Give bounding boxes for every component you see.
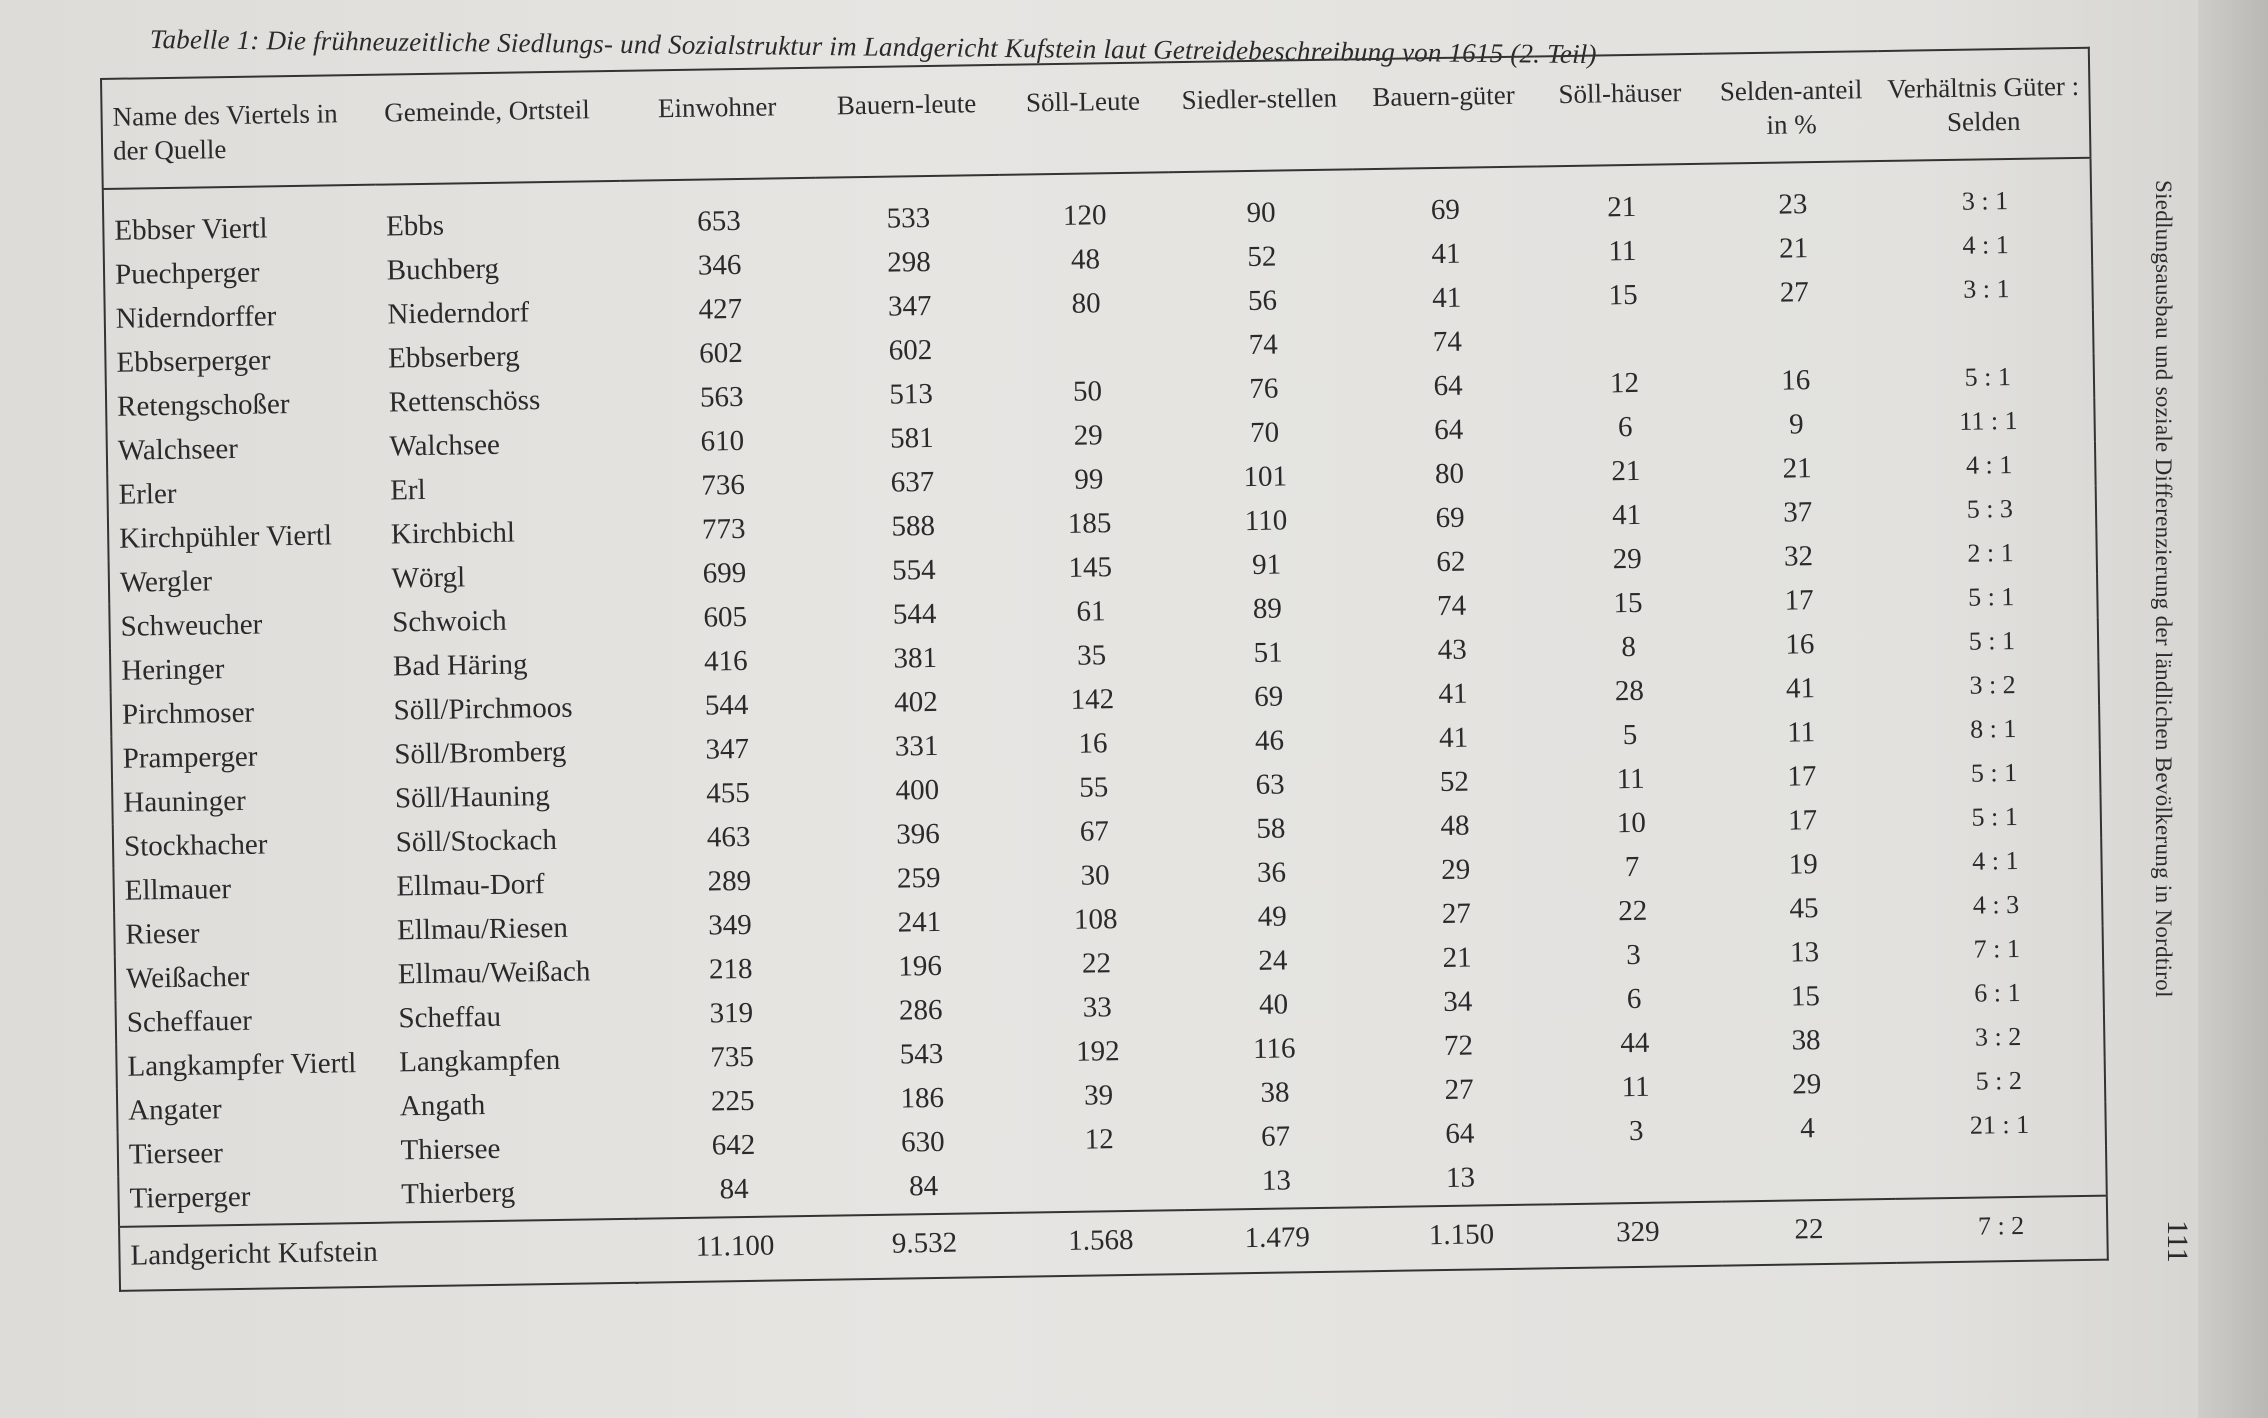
cell-bauerngueter: 69 xyxy=(1430,193,1461,227)
cell-soell-leute: 192 xyxy=(1075,1035,1120,1068)
cell-seldenanteil: 45 xyxy=(1789,892,1819,925)
cell-einwohner: 602 xyxy=(699,336,744,370)
cell-verhaeltnis: 3 : 2 xyxy=(1974,1021,2022,1052)
cell-seldenanteil: 27 xyxy=(1779,276,1810,309)
cell-soell-leute: 67 xyxy=(1079,815,1110,848)
cell-soell-leute: 33 xyxy=(1082,991,1112,1024)
cell-verhaeltnis: 6 : 1 xyxy=(1974,977,2021,1008)
total-bauernleute: 9.532 xyxy=(832,1213,1017,1280)
cell-gemeinde: Walchsee xyxy=(389,428,501,463)
cell-einwohner: 699 xyxy=(702,556,747,590)
cell-bauernleute: 286 xyxy=(898,993,943,1027)
cell-seldenanteil: 37 xyxy=(1783,496,1813,529)
cell-viertel: Niderndorffer xyxy=(115,300,277,335)
header-verhaeltnis: Verhältnis Güter : Selden xyxy=(1877,48,2090,161)
cell-bauernleute: 259 xyxy=(896,861,941,895)
cell-siedlerstellen: 67 xyxy=(1260,1120,1291,1153)
cell-seldenanteil: 4 xyxy=(1799,1112,1815,1145)
cell-soell-leute: 39 xyxy=(1083,1079,1114,1112)
cell-einwohner: 544 xyxy=(704,688,749,722)
table-body xyxy=(103,158,2107,1227)
cell-soell-leute: 142 xyxy=(1070,683,1115,716)
cell-viertel: Walchseer xyxy=(117,432,239,467)
cell-seldenanteil: 13 xyxy=(1789,936,1820,969)
cell-siedlerstellen: 24 xyxy=(1258,944,1288,977)
cell-einwohner: 319 xyxy=(709,996,754,1030)
cell-siedlerstellen: 56 xyxy=(1247,284,1278,317)
cell-bauerngueter: 74 xyxy=(1432,325,1463,359)
cell-soellhaeuser: 44 xyxy=(1620,1026,1650,1060)
cell-bauerngueter: 64 xyxy=(1433,369,1463,403)
cell-einwohner: 347 xyxy=(705,732,750,766)
cell-soellhaeuser: 15 xyxy=(1613,586,1643,620)
cell-viertel: Weißacher xyxy=(125,960,250,995)
cell-einwohner: 218 xyxy=(708,952,753,986)
cell-siedlerstellen: 52 xyxy=(1247,240,1277,273)
cell-seldenanteil: 29 xyxy=(1791,1068,1822,1101)
cell-viertel: Pramperger xyxy=(122,740,258,775)
cell-gemeinde: Ellmau-Dorf xyxy=(396,868,545,903)
cell-viertel: Tierperger xyxy=(129,1180,251,1215)
cell-bauerngueter: 41 xyxy=(1431,237,1461,271)
cell-bauerngueter: 69 xyxy=(1435,501,1465,535)
cell-soellhaeuser: 11 xyxy=(1608,234,1637,268)
cell-bauerngueter: 72 xyxy=(1443,1029,1474,1063)
cell-soellhaeuser xyxy=(1552,1152,1721,1205)
cell-bauernleute: 400 xyxy=(895,773,940,807)
cell-viertel: Stockhacher xyxy=(123,828,268,863)
cell-siedlerstellen: 101 xyxy=(1243,460,1288,494)
total-einwohner: 11.100 xyxy=(637,1216,833,1283)
cell-bauernleute: 186 xyxy=(900,1081,945,1115)
cell-soellhaeuser: 10 xyxy=(1616,806,1647,840)
cell-seldenanteil: 23 xyxy=(1778,188,1808,221)
cell-bauerngueter: 13 xyxy=(1445,1161,1476,1194)
cell-bauernleute: 544 xyxy=(892,597,937,631)
cell-soell-leute: 50 xyxy=(1072,375,1103,408)
cell-soellhaeuser: 41 xyxy=(1611,498,1642,532)
header-soell-leute: Söll-Leute xyxy=(998,62,1168,175)
cell-viertel: Puechperger xyxy=(114,256,260,291)
total-verhaeltnis: 7 : 2 xyxy=(1895,1196,2107,1263)
header-einwohner: Einwohner xyxy=(619,68,815,181)
cell-bauerngueter: 41 xyxy=(1438,677,1468,711)
cell-einwohner: 736 xyxy=(701,468,746,502)
cell-soellhaeuser: 3 xyxy=(1625,938,1641,972)
cell-verhaeltnis: 3 : 2 xyxy=(1969,669,2016,700)
page-number: 111 xyxy=(2161,1220,2194,1263)
cell-siedlerstellen: 116 xyxy=(1252,1032,1296,1066)
cell-bauerngueter: 27 xyxy=(1444,1073,1474,1107)
cell-soell-leute: 145 xyxy=(1068,551,1113,584)
cell-einwohner: 427 xyxy=(698,292,743,326)
cell-seldenanteil: 41 xyxy=(1785,672,1816,705)
cell-siedlerstellen: 36 xyxy=(1256,856,1287,889)
header-gemeinde: Gemeinde, Ortsteil xyxy=(374,71,621,185)
cell-soell-leute: 22 xyxy=(1081,947,1112,980)
cell-einwohner: 349 xyxy=(708,908,753,942)
cell-verhaeltnis: 4 : 1 xyxy=(1971,845,2019,876)
cell-bauernleute: 554 xyxy=(891,553,936,587)
cell-verhaeltnis: 4 : 1 xyxy=(1962,230,2010,260)
cell-soellhaeuser: 15 xyxy=(1608,278,1638,312)
cell-soellhaeuser: 8 xyxy=(1621,630,1637,664)
cell-soell-leute: 108 xyxy=(1073,903,1118,936)
cell-einwohner: 84 xyxy=(719,1172,749,1206)
cell-bauerngueter: 80 xyxy=(1434,457,1465,491)
cell-soell-leute: 12 xyxy=(1084,1123,1114,1156)
cell-gemeinde: Söll/Pirchmoos xyxy=(393,691,573,727)
header-seldenanteil: Selden-anteil in % xyxy=(1704,51,1880,164)
cell-seldenanteil: 17 xyxy=(1787,804,1818,837)
cell-seldenanteil: 21 xyxy=(1778,232,1809,265)
cell-siedlerstellen: 70 xyxy=(1249,416,1280,449)
cell-viertel: Kirchpühler Viertl xyxy=(118,519,333,555)
cell-viertel: Retengschoßer xyxy=(116,388,290,423)
cell-viertel: Tierseer xyxy=(128,1137,224,1171)
cell-siedlerstellen: 76 xyxy=(1249,372,1279,405)
cell-viertel: Ebbserperger xyxy=(116,344,271,379)
cell-viertel: Wergler xyxy=(119,565,213,599)
cell-soellhaeuser: 6 xyxy=(1617,410,1633,444)
cell-gemeinde: Rettenschöss xyxy=(388,384,541,419)
cell-seldenanteil: 9 xyxy=(1788,408,1804,441)
cell-verhaeltnis: 8 : 1 xyxy=(1969,713,2017,744)
cell-bauernleute: 581 xyxy=(889,421,934,455)
cell-einwohner: 455 xyxy=(705,776,750,810)
cell-soellhaeuser: 29 xyxy=(1612,542,1642,576)
cell-einwohner: 416 xyxy=(703,644,748,678)
cell-verhaeltnis: 3 : 1 xyxy=(1961,186,2009,216)
cell-einwohner: 610 xyxy=(700,424,745,458)
header-bauerngueter: Bauern-güter xyxy=(1351,56,1537,169)
table-caption: Tabelle 1: Die frühneuzeitliche Siedlungs- und Sozialstruktur im Landgericht Kufstein laut Getreidebeschreibung von 1615 (2. Teil) xyxy=(149,24,1597,70)
cell-einwohner: 735 xyxy=(710,1040,755,1074)
cell-gemeinde: Ebbserberg xyxy=(387,340,520,375)
header-siedlerstellen: Siedler-stellen xyxy=(1167,59,1353,172)
cell-bauernleute: 513 xyxy=(889,377,934,411)
cell-bauerngueter: 64 xyxy=(1445,1117,1475,1150)
cell-bauernleute: 381 xyxy=(893,641,938,675)
cell-gemeinde: Thierberg xyxy=(401,1176,516,1211)
cell-bauernleute: 630 xyxy=(900,1125,945,1159)
cell-siedlerstellen: 40 xyxy=(1258,988,1289,1021)
cell-gemeinde: Scheffau xyxy=(398,1000,502,1035)
cell-soell-leute xyxy=(1002,324,1171,371)
cell-verhaeltnis xyxy=(1882,310,2094,357)
cell-soellhaeuser: 21 xyxy=(1606,190,1637,224)
cell-soellhaeuser: 12 xyxy=(1609,366,1640,400)
cell-viertel: Schweucher xyxy=(120,608,263,643)
cell-viertel: Hauninger xyxy=(123,784,247,819)
cell-gemeinde: Ellmau/Weißach xyxy=(397,955,591,991)
cell-viertel: Angater xyxy=(127,1093,222,1127)
cell-soellhaeuser: 7 xyxy=(1624,850,1640,884)
cell-gemeinde: Langkampfen xyxy=(398,1043,561,1079)
cell-bauernleute: 298 xyxy=(887,245,932,279)
cell-bauernleute: 396 xyxy=(896,817,941,851)
cell-soell-leute: 48 xyxy=(1070,243,1101,276)
cell-siedlerstellen: 90 xyxy=(1246,196,1276,230)
cell-gemeinde: Angath xyxy=(399,1089,486,1123)
cell-bauernleute: 331 xyxy=(894,729,939,763)
cell-bauernleute: 402 xyxy=(893,685,938,719)
cell-einwohner: 563 xyxy=(699,380,744,414)
cell-gemeinde: Buchberg xyxy=(386,252,500,287)
cell-siedlerstellen: 46 xyxy=(1254,724,1285,757)
cell-verhaeltnis: 4 : 1 xyxy=(1965,450,2013,480)
cell-verhaeltnis: 21 : 1 xyxy=(1969,1109,2030,1140)
cell-verhaeltnis: 5 : 1 xyxy=(1964,362,2012,392)
cell-verhaeltnis: 2 : 1 xyxy=(1967,538,2014,568)
header-bauernleute: Bauern-leute xyxy=(814,65,1000,178)
cell-siedlerstellen: 89 xyxy=(1252,592,1283,625)
cell-einwohner: 289 xyxy=(707,864,752,898)
cell-siedlerstellen: 51 xyxy=(1253,636,1283,669)
total-label: Landgericht Kufstein xyxy=(119,1223,393,1291)
cell-siedlerstellen: 69 xyxy=(1253,680,1284,713)
cell-seldenanteil xyxy=(1721,1149,1896,1202)
cell-gemeinde: Erl xyxy=(389,473,426,507)
cell-gemeinde: Wörgl xyxy=(391,561,466,595)
cell-bauernleute: 588 xyxy=(891,509,936,543)
cell-seldenanteil: 17 xyxy=(1784,584,1814,617)
cell-soell-leute: 16 xyxy=(1078,727,1108,760)
cell-viertel: Heringer xyxy=(121,653,225,687)
cell-seldenanteil: 38 xyxy=(1791,1024,1821,1057)
cell-soell-leute: 61 xyxy=(1076,595,1106,628)
cell-seldenanteil: 32 xyxy=(1783,540,1814,573)
cell-gemeinde: Söll/Hauning xyxy=(394,780,550,815)
cell-siedlerstellen: 49 xyxy=(1257,900,1287,933)
cell-seldenanteil: 19 xyxy=(1788,848,1819,881)
cell-soell-leute: 80 xyxy=(1071,287,1101,320)
cell-viertel: Ebbser Viertl xyxy=(114,212,268,247)
cell-gemeinde: Ellmau/Riesen xyxy=(396,911,569,947)
cell-soell-leute: 35 xyxy=(1076,639,1107,672)
table-wrapper xyxy=(100,47,2109,1292)
cell-soell-leute: 29 xyxy=(1073,419,1103,452)
cell-verhaeltnis: 5 : 1 xyxy=(1971,801,2018,832)
total-seldenanteil: 22 xyxy=(1722,1199,1897,1266)
cell-soellhaeuser: 28 xyxy=(1614,674,1645,708)
cell-gemeinde: Söll/Bromberg xyxy=(394,735,567,771)
cell-verhaeltnis: 11 : 1 xyxy=(1959,405,2018,436)
page-edge xyxy=(2198,0,2268,1418)
cell-soell-leute: 30 xyxy=(1080,859,1110,892)
cell-viertel: Scheffauer xyxy=(126,1004,253,1039)
cell-einwohner: 653 xyxy=(696,204,741,238)
total-soell-leute: 1.568 xyxy=(1016,1210,1186,1277)
cell-seldenanteil: 15 xyxy=(1790,980,1821,1013)
cell-siedlerstellen: 74 xyxy=(1248,328,1278,361)
cell-soellhaeuser: 3 xyxy=(1628,1114,1644,1148)
cell-soell-leute xyxy=(1015,1160,1184,1213)
cell-verhaeltnis: 4 : 3 xyxy=(1972,889,2020,920)
cell-verhaeltnis: 5 : 1 xyxy=(1970,757,2018,788)
cell-verhaeltnis: 5 : 1 xyxy=(1968,625,2016,656)
cell-verhaeltnis: 5 : 2 xyxy=(1975,1065,2023,1096)
total-gemeinde xyxy=(392,1219,639,1287)
cell-verhaeltnis xyxy=(1895,1146,2107,1199)
cell-bauernleute: 602 xyxy=(888,333,933,367)
cell-bauerngueter: 43 xyxy=(1437,633,1467,667)
cell-siedlerstellen: 58 xyxy=(1256,812,1286,845)
cell-einwohner: 225 xyxy=(710,1084,755,1118)
cell-bauerngueter: 62 xyxy=(1436,545,1466,579)
cell-bauernleute: 347 xyxy=(887,289,932,323)
cell-soellhaeuser: 22 xyxy=(1618,894,1648,928)
cell-bauerngueter: 21 xyxy=(1442,941,1472,975)
cell-gemeinde: Niederndorf xyxy=(387,296,530,331)
cell-bauerngueter: 41 xyxy=(1438,721,1469,755)
cell-seldenanteil: 21 xyxy=(1782,452,1812,485)
cell-gemeinde: Thiersee xyxy=(400,1132,501,1167)
cell-seldenanteil: 17 xyxy=(1787,760,1817,793)
cell-verhaeltnis: 5 : 3 xyxy=(1966,494,2014,524)
total-bauerngueter: 1.150 xyxy=(1369,1204,1554,1271)
cell-bauernleute: 533 xyxy=(886,201,931,235)
cell-bauernleute: 241 xyxy=(897,905,942,939)
cell-verhaeltnis: 5 : 1 xyxy=(1967,581,2015,612)
cell-gemeinde: Ebbs xyxy=(385,209,445,243)
cell-siedlerstellen: 38 xyxy=(1260,1076,1290,1109)
total-siedlerstellen: 1.479 xyxy=(1185,1207,1370,1274)
cell-gemeinde: Schwoich xyxy=(392,604,507,639)
cell-bauerngueter: 48 xyxy=(1440,809,1470,843)
cell-bauernleute: 196 xyxy=(898,949,943,983)
cell-viertel: Rieser xyxy=(125,917,200,951)
cell-bauerngueter: 29 xyxy=(1440,853,1471,887)
cell-seldenanteil: 16 xyxy=(1780,364,1811,397)
cell-soellhaeuser: 11 xyxy=(1616,762,1645,796)
data-table xyxy=(100,47,2109,1292)
cell-verhaeltnis: 3 : 1 xyxy=(1963,274,2010,304)
cell-seldenanteil: 16 xyxy=(1785,628,1815,661)
cell-viertel: Pirchmoser xyxy=(121,696,255,731)
cell-bauerngueter: 52 xyxy=(1439,765,1470,799)
cell-seldenanteil xyxy=(1708,313,1882,360)
cell-gemeinde: Bad Häring xyxy=(392,648,528,683)
cell-viertel: Langkampfer Viertl xyxy=(127,1047,357,1083)
cell-soell-leute: 120 xyxy=(1062,199,1107,232)
header-soellhaeuser: Söll-häuser xyxy=(1535,54,1705,167)
cell-seldenanteil: 11 xyxy=(1786,716,1816,749)
header-viertel: Name des Viertels in der Quelle xyxy=(101,75,375,189)
cell-soellhaeuser xyxy=(1539,316,1708,363)
cell-soell-leute: 99 xyxy=(1074,463,1104,496)
running-head: Siedlungsausbau und soziale Differenzierung der ländlichen Bevölkerung in Nordtirol xyxy=(2151,180,2176,998)
cell-bauernleute: 84 xyxy=(908,1169,939,1203)
total-soellhaeuser: 329 xyxy=(1553,1202,1723,1269)
cell-soell-leute: 185 xyxy=(1067,507,1112,540)
cell-bauerngueter: 41 xyxy=(1431,281,1462,315)
cell-bauerngueter: 64 xyxy=(1434,413,1464,447)
cell-gemeinde: Söll/Stockach xyxy=(395,823,558,859)
cell-siedlerstellen: 63 xyxy=(1255,768,1285,801)
cell-bauerngueter: 34 xyxy=(1443,985,1473,1019)
cell-gemeinde: Kirchbichl xyxy=(390,516,516,551)
cell-siedlerstellen: 13 xyxy=(1261,1164,1292,1197)
cell-soellhaeuser: 6 xyxy=(1626,982,1642,1016)
cell-soellhaeuser: 5 xyxy=(1622,718,1638,752)
cell-einwohner: 773 xyxy=(701,512,746,546)
cell-soellhaeuser: 11 xyxy=(1621,1070,1650,1104)
cell-siedlerstellen: 110 xyxy=(1244,504,1288,538)
cell-einwohner: 642 xyxy=(711,1128,756,1162)
cell-einwohner: 605 xyxy=(703,600,748,634)
cell-bauernleute: 543 xyxy=(899,1037,944,1071)
cell-viertel: Erler xyxy=(118,477,177,511)
cell-verhaeltnis: 7 : 1 xyxy=(1973,933,2021,964)
cell-bauerngueter: 27 xyxy=(1441,897,1472,931)
cell-bauernleute: 637 xyxy=(890,465,935,499)
cell-einwohner: 346 xyxy=(697,248,742,282)
cell-bauerngueter: 74 xyxy=(1436,589,1467,623)
cell-einwohner: 463 xyxy=(706,820,751,854)
cell-soell-leute: 55 xyxy=(1078,771,1109,804)
cell-viertel: Ellmauer xyxy=(124,873,232,907)
cell-siedlerstellen: 91 xyxy=(1251,548,1282,581)
cell-soellhaeuser: 21 xyxy=(1611,454,1641,488)
